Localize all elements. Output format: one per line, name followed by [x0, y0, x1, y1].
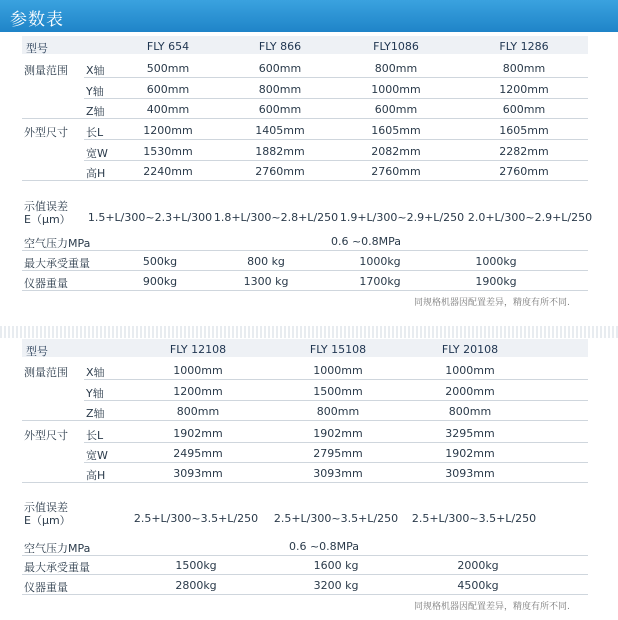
model-label: 型号 — [26, 345, 48, 358]
spec-value: 2760mm — [255, 165, 305, 178]
outer-size-label: 外型尺寸 — [24, 429, 68, 442]
spec-value: 800mm — [502, 62, 546, 75]
max-load-value: 1000kg — [475, 255, 517, 268]
axis-label: X轴 — [86, 64, 105, 77]
row-divider — [84, 379, 588, 380]
spec-value: 2000mm — [445, 385, 495, 398]
air-pressure-value: 0.6 ~0.8MPa — [288, 540, 360, 553]
spec-value: 600mm — [374, 103, 418, 116]
spec-value: 3093mm — [173, 467, 223, 480]
error-value: 1.5+L/300~2.3+L/300 — [87, 211, 213, 224]
row-divider — [22, 594, 588, 595]
spec-value: 1000mm — [313, 364, 363, 377]
row-divider — [22, 420, 588, 421]
axis-label: 高H — [86, 167, 106, 180]
spec-value: 3295mm — [445, 427, 495, 440]
axis-label: X轴 — [86, 366, 105, 379]
spec-value: 2282mm — [499, 145, 549, 158]
weight-value: 4500kg — [457, 579, 499, 592]
row-divider — [22, 290, 588, 291]
row-divider — [22, 555, 588, 556]
spec-value: 2760mm — [371, 165, 421, 178]
row-divider — [22, 180, 588, 181]
max-load-value: 1600 kg — [313, 559, 359, 572]
error-label: 示值误差 — [24, 501, 68, 514]
spec-value: 600mm — [258, 62, 302, 75]
weight-label: 仪器重量 — [24, 277, 68, 290]
weight-value: 1900kg — [475, 275, 517, 288]
spec-value: 800mm — [448, 405, 492, 418]
error-value: 1.8+L/300~2.8+L/250 — [213, 211, 339, 224]
air-pressure-label: 空气压力MPa — [24, 237, 91, 250]
spec-value: 600mm — [258, 103, 302, 116]
max-load-label: 最大承受重量 — [24, 257, 90, 270]
spec-value: 2795mm — [313, 447, 363, 460]
axis-label: Z轴 — [86, 105, 105, 118]
weight-value: 900kg — [142, 275, 178, 288]
model-name: FLY 20108 — [441, 343, 499, 356]
weight-value: 3200 kg — [313, 579, 359, 592]
model-label: 型号 — [26, 42, 48, 55]
row-divider — [22, 250, 588, 251]
spec-value: 1882mm — [255, 145, 305, 158]
model-name: FLY 1286 — [499, 40, 549, 53]
spec-value: 2082mm — [371, 145, 421, 158]
spec-value: 1200mm — [173, 385, 223, 398]
model-name: FLY 12108 — [169, 343, 227, 356]
row-divider — [22, 574, 588, 575]
spec-value: 400mm — [146, 103, 190, 116]
row-divider — [84, 442, 588, 443]
spec-value: 3093mm — [313, 467, 363, 480]
measuring-range-label: 测量范围 — [24, 366, 68, 379]
footnote: 同规格机器因配置差异，精度有所不同. — [414, 298, 570, 308]
spec-value: 1530mm — [143, 145, 193, 158]
spec-value: 800mm — [258, 83, 302, 96]
row-divider — [84, 462, 588, 463]
axis-label: 宽W — [86, 449, 108, 462]
weight-value: 1300 kg — [243, 275, 289, 288]
axis-label: 长L — [86, 126, 104, 139]
air-pressure-label: 空气压力MPa — [24, 542, 91, 555]
spec-value: 1902mm — [313, 427, 363, 440]
row-divider — [84, 160, 588, 161]
row-divider — [84, 400, 588, 401]
error-value: 2.5+L/300~3.5+L/250 — [133, 512, 259, 525]
error-value: 2.5+L/300~3.5+L/250 — [273, 512, 399, 525]
error-value: 1.9+L/300~2.9+L/250 — [339, 211, 465, 224]
max-load-value: 2000kg — [457, 559, 499, 572]
model-name: FLY 866 — [258, 40, 302, 53]
spec-value: 2760mm — [499, 165, 549, 178]
max-load-value: 1500kg — [175, 559, 217, 572]
max-load-value: 800 kg — [247, 255, 285, 268]
outer-size-label: 外型尺寸 — [24, 126, 68, 139]
footnote: 同规格机器因配置差异，精度有所不同. — [414, 602, 570, 612]
section-divider — [0, 326, 618, 338]
spec-value: 800mm — [316, 405, 360, 418]
spec-value: 1405mm — [255, 124, 305, 137]
spec-value: 3093mm — [445, 467, 495, 480]
model-name: FLY 15108 — [309, 343, 367, 356]
error-unit-label: E（μm） — [24, 213, 71, 226]
spec-value: 1605mm — [371, 124, 421, 137]
row-divider — [22, 118, 588, 119]
row-divider — [22, 270, 588, 271]
spec-value: 1000mm — [371, 83, 421, 96]
weight-label: 仪器重量 — [24, 581, 68, 594]
model-name: FLY1086 — [373, 40, 419, 53]
axis-label: 长L — [86, 429, 104, 442]
spec-value: 600mm — [502, 103, 546, 116]
weight-value: 2800kg — [175, 579, 217, 592]
spec-value: 1902mm — [173, 427, 223, 440]
table-header-bg — [22, 339, 588, 357]
spec-value: 600mm — [146, 83, 190, 96]
spec-value: 2495mm — [173, 447, 223, 460]
weight-value: 1700kg — [359, 275, 401, 288]
page-title: 参数表 — [10, 10, 64, 30]
spec-value: 1000mm — [173, 364, 223, 377]
row-divider — [84, 98, 588, 99]
spec-value: 2240mm — [143, 165, 193, 178]
axis-label: 宽W — [86, 147, 108, 160]
axis-label: Y轴 — [86, 387, 104, 400]
max-load-value: 1000kg — [359, 255, 401, 268]
spec-value: 1605mm — [499, 124, 549, 137]
model-name: FLY 654 — [146, 40, 190, 53]
row-divider — [22, 482, 588, 483]
air-pressure-value: 0.6 ~0.8MPa — [330, 235, 402, 248]
spec-value: 1500mm — [313, 385, 363, 398]
spec-value: 800mm — [176, 405, 220, 418]
error-value: 2.5+L/300~3.5+L/250 — [411, 512, 537, 525]
max-load-value: 500kg — [142, 255, 178, 268]
spec-value: 1902mm — [445, 447, 495, 460]
error-unit-label: E（μm） — [24, 514, 71, 527]
axis-label: 高H — [86, 469, 106, 482]
axis-label: Y轴 — [86, 85, 104, 98]
axis-label: Z轴 — [86, 407, 105, 420]
spec-value: 800mm — [374, 62, 418, 75]
row-divider — [84, 139, 588, 140]
max-load-label: 最大承受重量 — [24, 561, 90, 574]
spec-value: 1200mm — [143, 124, 193, 137]
error-value: 2.0+L/300~2.9+L/250 — [467, 211, 593, 224]
header-bar — [0, 0, 618, 32]
spec-value: 1200mm — [499, 83, 549, 96]
row-divider — [84, 77, 588, 78]
spec-value: 500mm — [146, 62, 190, 75]
spec-value: 1000mm — [445, 364, 495, 377]
error-label: 示值误差 — [24, 200, 68, 213]
measuring-range-label: 测量范围 — [24, 64, 68, 77]
